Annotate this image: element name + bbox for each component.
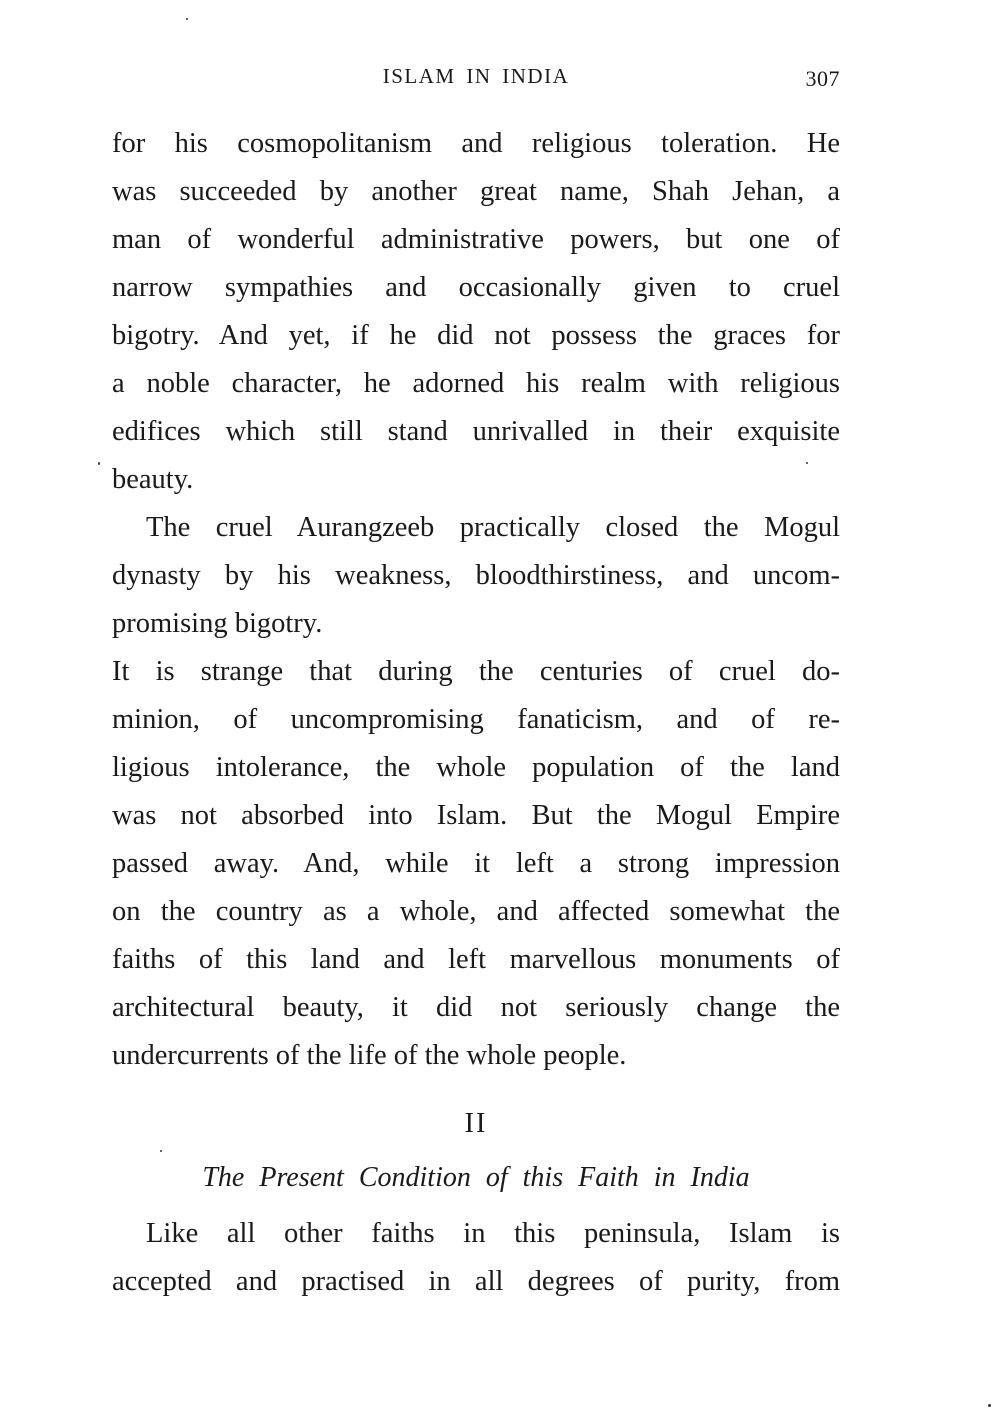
scan-speck bbox=[988, 1404, 991, 1407]
scan-speck bbox=[160, 1150, 162, 1152]
text-line: Like all other faiths in this peninsula, Islam is bbox=[146, 1218, 840, 1249]
page-number: 307 bbox=[805, 66, 840, 91]
text-line: minion, of uncompromising fanaticism, and of re- bbox=[112, 704, 840, 735]
paragraph-1 bbox=[112, 120, 840, 504]
running-title: ISLAM IN INDIA bbox=[382, 64, 570, 88]
text-line: dynasty by his weakness, bloodthirstiness, and uncom- bbox=[112, 560, 840, 591]
closing-paragraph bbox=[112, 1210, 840, 1306]
scan-speck bbox=[806, 462, 808, 464]
text-line: passed away. And, while it left a strong impression bbox=[112, 848, 840, 879]
text-line: It is strange that during the centuries of cruel do- bbox=[112, 656, 840, 687]
text-line: promising bigotry. bbox=[112, 608, 323, 639]
text-line: beauty. bbox=[112, 464, 194, 495]
text-line: undercurrents of the life of the whole people. bbox=[112, 1040, 627, 1071]
running-head bbox=[112, 64, 840, 94]
text-line: The cruel Aurangzeeb practically closed the Mogul bbox=[146, 512, 840, 543]
section-number: II bbox=[464, 1108, 488, 1139]
text-line: bigotry. And yet, if he did not possess the graces for bbox=[112, 320, 840, 351]
text-line: man of wonderful administrative powers, but one of bbox=[112, 224, 840, 255]
text-line: was succeeded by another great name, Shah Jehan, a bbox=[112, 176, 840, 207]
scan-speck bbox=[186, 18, 188, 20]
paragraph-2 bbox=[112, 504, 840, 648]
text-line: ligious intolerance, the whole population of the land bbox=[112, 752, 840, 783]
text-line: a noble character, he adorned his realm with religious bbox=[112, 368, 840, 399]
main-text bbox=[112, 120, 840, 1080]
text-line: was not absorbed into Islam. But the Mogul Empire bbox=[112, 800, 840, 831]
text-line: faiths of this land and left marvellous monuments of bbox=[112, 944, 840, 975]
text-line: architectural beauty, it did not seriously change the bbox=[112, 992, 840, 1023]
text-line: edifices which still stand unrivalled in their exquisite bbox=[112, 416, 840, 447]
text-line: for his cosmopolitanism and religious toleration. He bbox=[112, 128, 840, 159]
text-line: on the country as a whole, and affected somewhat the bbox=[112, 896, 840, 927]
section-title: The Present Condition of this Faith in India bbox=[202, 1162, 750, 1193]
text-line: accepted and practised in all degrees of purity, from bbox=[112, 1266, 840, 1297]
paragraph-3 bbox=[112, 648, 840, 1080]
text-line: narrow sympathies and occasionally given to cruel bbox=[112, 272, 840, 303]
scan-speck bbox=[98, 462, 100, 465]
